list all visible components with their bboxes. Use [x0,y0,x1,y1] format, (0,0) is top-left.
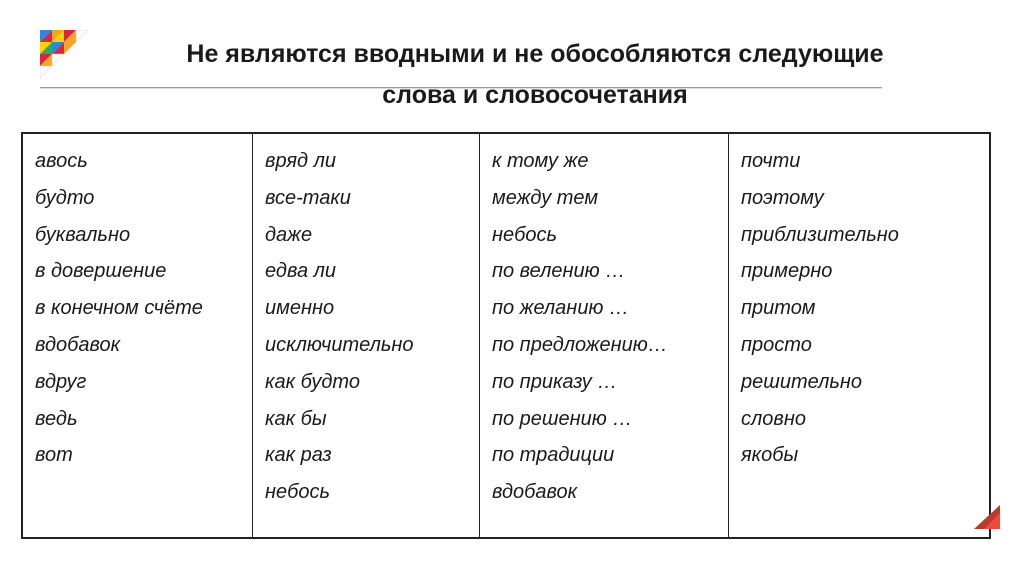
list-item: по велению … [492,260,626,283]
list-item: по традиции [492,444,615,467]
list-item: поэтому [741,186,824,209]
list-item: в конечном счёте [35,297,203,320]
list-item: приблизительно [741,223,899,246]
list-item: притом [741,297,816,320]
list-item: авось [35,150,88,172]
list-item: словно [741,407,806,430]
list-item: в довершение [35,260,167,283]
list-item: как раз [265,444,332,467]
list-item: к тому же [492,150,589,172]
list-item: небось [492,223,558,246]
list-item: примерно [741,260,833,283]
list-item: буквально [35,223,131,246]
list-item: решительно [741,370,863,393]
list-item: вдобавок [492,481,578,504]
list-item: по предложению… [492,333,668,356]
list-item: даже [265,223,313,246]
title-divider [40,87,882,88]
list-item: по решению … [492,407,633,430]
table-column-2 [253,134,480,537]
list-item: небось [265,481,331,504]
title-line-2: слова и словосочетания [382,81,688,109]
list-item: ведь [35,407,78,430]
title-line-1: Не являются вводными и не обособляются следующие [186,40,884,68]
list-item: якобы [741,444,799,467]
list-item: будто [35,186,95,209]
list-item: по желанию … [492,297,630,320]
red-corner-triangle-icon [974,505,1000,529]
table-column-4 [729,134,989,537]
table-column-3 [480,134,729,537]
list-item: едва ли [265,260,337,283]
list-item: исключительно [265,333,414,356]
page-title [120,34,950,116]
list-item: вдруг [35,370,87,393]
words-table [21,132,991,539]
list-item: вдобавок [35,333,121,356]
list-item: просто [741,333,812,356]
list-item: как бы [265,407,327,430]
list-item: по приказу … [492,370,618,393]
list-item: вот [35,444,73,467]
list-item: почти [741,150,801,172]
list-item: вряд ли [265,150,337,172]
mosaic-triangle-logo-icon [40,30,88,78]
list-item: все-таки [265,186,351,209]
list-item: как будто [265,370,360,393]
list-item: между тем [492,186,599,209]
list-item: именно [265,297,335,320]
table-column-1 [23,134,253,537]
